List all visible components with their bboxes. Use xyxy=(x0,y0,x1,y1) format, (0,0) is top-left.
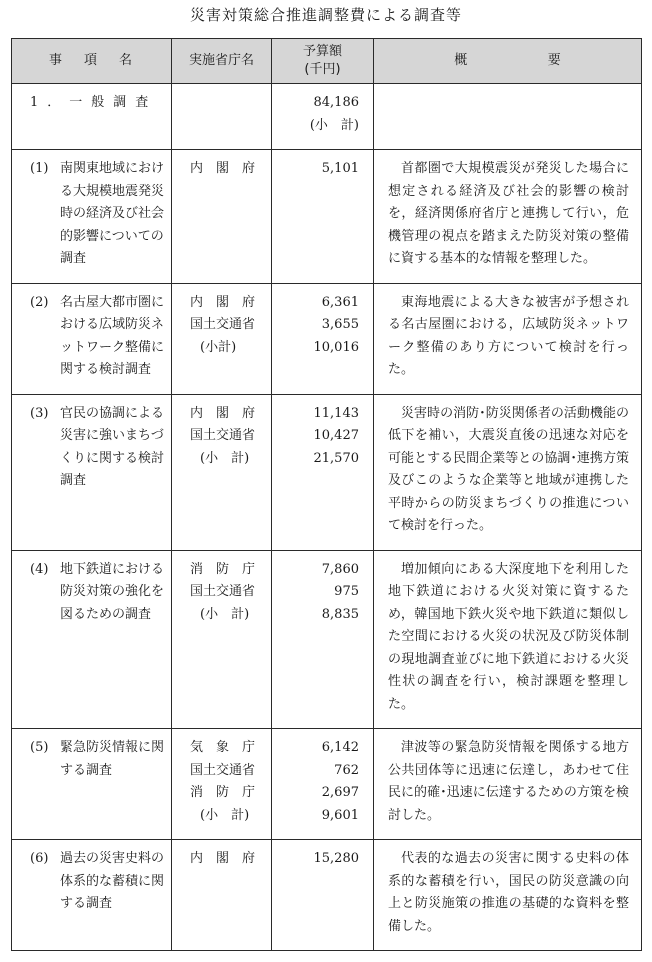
summary-cell: 代表的な過去の災害に関する史料の体系的な蓄積を行い，国民の防災意識の向上と防災施策の推進の基礎的な資料を整備した。 xyxy=(374,840,642,951)
budget-amount: 975 xyxy=(334,584,359,599)
item-title: 官民の協調による災害に強いまちづくりに関する検討調査 xyxy=(60,405,165,488)
agency-cell xyxy=(172,394,272,550)
agency-name: 気 象 庁 xyxy=(190,740,256,755)
item-title: 緊急防災情報に関する調査 xyxy=(60,740,165,778)
agency-name: 国土交通省 xyxy=(190,584,256,599)
header-agency: 実施省庁名 xyxy=(172,39,272,84)
item-cell xyxy=(12,840,172,951)
budget-amount: 762 xyxy=(334,762,359,778)
agency-cell xyxy=(172,283,272,394)
general-summary-cell xyxy=(374,84,642,150)
budget-amount: 8,835 xyxy=(321,606,359,622)
agency-cell xyxy=(172,729,272,840)
budget-amount: 3,655 xyxy=(321,317,359,332)
item-number: (3) xyxy=(30,405,49,421)
item-cell xyxy=(12,150,172,284)
agency-name: 国土交通省 xyxy=(190,317,256,332)
item-title: 南関東地域における大規模地震発災時の経済及び社会的影響についての調査 xyxy=(60,161,165,266)
agency-name: (小 計) xyxy=(200,606,250,622)
general-row xyxy=(12,84,642,150)
budget-amount: 6,142 xyxy=(321,740,359,755)
general-label-cell xyxy=(12,84,172,150)
budget-amount: 10,016 xyxy=(313,339,359,355)
budget-cell xyxy=(272,729,374,840)
budget-amount: 2,697 xyxy=(321,785,359,800)
agency-name: (小 計) xyxy=(200,450,250,466)
budget-amount: 7,860 xyxy=(321,561,359,577)
budget-amount: 6,361 xyxy=(321,294,359,310)
table-row xyxy=(12,394,642,550)
summary-cell: 津波等の緊急防災情報を関係する地方公共団体等に迅速に伝達し，あわせて住民に的確･迅速に伝達するための方策を検討した。 xyxy=(374,729,642,840)
table-row xyxy=(12,550,642,729)
header-item: 事項名 xyxy=(12,39,172,84)
agency-name: 国土交通省 xyxy=(190,428,256,443)
item-number: (1) xyxy=(30,161,49,176)
document-title: 災害対策総合推進調整費による調査等 xyxy=(189,6,462,24)
agency-cell xyxy=(172,150,272,284)
summary-cell: 増加傾向にある大深度地下を利用した地下鉄道における火災対策に資するため，韓国地下鉄火災や地下鉄道に類似した空間における火災の状況及び防災体制の現地調査並びに地下鉄道における火災性状の調査を行い，検討課題を整理した。 xyxy=(374,550,642,729)
budget-cell xyxy=(272,550,374,729)
agency-name: 内 閣 府 xyxy=(190,405,256,421)
agency-name: 消 防 庁 xyxy=(190,785,256,800)
agency-name: (小 計) xyxy=(200,807,250,823)
budget-amount: 21,570 xyxy=(313,450,359,466)
summary-cell: 災害時の消防･防災関係者の活動機能の低下を補い，大震災直後の迅速な対応を可能とする民間企業等との協調･連携方策及びこのような企業等と地域が連携した平時からの防災まちづくりの推進について検討を行った。 xyxy=(374,394,642,550)
agency-name: 内 閣 府 xyxy=(190,294,256,310)
summary-cell: 東海地震による大きな被害が予想される名古屋圏における，広域防災ネットワーク整備のあり方について検討を行った。 xyxy=(374,283,642,394)
agency-cell xyxy=(172,840,272,951)
general-agency-cell xyxy=(172,84,272,150)
item-number: (2) xyxy=(30,294,49,310)
budget-amount: 9,601 xyxy=(321,807,359,823)
agency-name: 内 閣 府 xyxy=(190,161,256,176)
budget-amount: 10,427 xyxy=(313,428,359,443)
item-title: 過去の災害史料の体系的な蓄積に関する調査 xyxy=(60,851,165,911)
item-cell xyxy=(12,394,172,550)
agency-name: (小計) xyxy=(200,339,237,355)
header-budget: 予算額 (千円) xyxy=(272,39,374,84)
budget-amount: 11,143 xyxy=(313,405,359,421)
agency-name: 国土交通省 xyxy=(190,762,256,778)
general-total-label: (小 計) xyxy=(309,117,359,133)
header-summary: 概 要 xyxy=(374,39,642,84)
item-cell xyxy=(12,283,172,394)
item-number: (4) xyxy=(30,561,49,577)
table-row xyxy=(12,840,642,951)
agency-name: 消 防 庁 xyxy=(190,561,256,577)
agency-name: 内 閣 府 xyxy=(190,851,256,866)
budget-cell xyxy=(272,394,374,550)
general-total: 84,186 xyxy=(313,95,359,110)
item-title: 地下鉄道における防災対策の強化を図るための調査 xyxy=(60,561,165,622)
item-title: 名古屋大都市圏における広域防災ネットワーク整備に関する検討調査 xyxy=(60,294,165,377)
item-cell xyxy=(12,550,172,729)
budget-amount: 5,101 xyxy=(321,161,359,176)
table-row xyxy=(12,150,642,284)
general-budget-cell xyxy=(272,84,374,150)
table-row xyxy=(12,729,642,840)
budget-cell xyxy=(272,283,374,394)
general-label: 1．一般調査 xyxy=(30,95,158,110)
survey-table xyxy=(11,38,642,951)
budget-cell xyxy=(272,840,374,951)
table-row xyxy=(12,283,642,394)
item-cell xyxy=(12,729,172,840)
budget-amount: 15,280 xyxy=(313,851,359,866)
budget-cell xyxy=(272,150,374,284)
header-row xyxy=(12,39,642,84)
item-number: (6) xyxy=(30,851,49,866)
summary-cell: 首都圏で大規模震災が発災した場合に想定される経済及び社会的影響の検討を，経済関係府省庁と連携して行い，危機管理の視点を踏まえた防災対策の整備に資する基本的な情報を整理した。 xyxy=(374,150,642,284)
item-number: (5) xyxy=(30,740,49,755)
agency-cell xyxy=(172,550,272,729)
